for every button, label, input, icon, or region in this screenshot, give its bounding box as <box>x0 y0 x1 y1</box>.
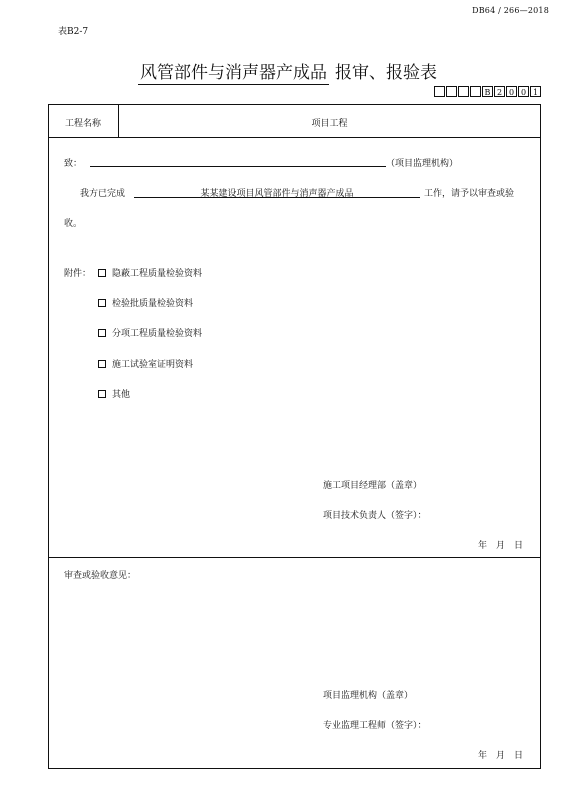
attachment-item <box>98 357 193 370</box>
completed-work-item: 某某建设项目风管部件与消声器产成品 <box>200 189 354 199</box>
addressee-line <box>90 166 386 167</box>
code-box: B <box>482 86 493 97</box>
code-box <box>446 86 457 97</box>
checkbox[interactable] <box>98 299 106 307</box>
completed-suffix: 工作，请予以审查或验 <box>424 189 515 199</box>
attachment-label: 检验批质量检验资料 <box>112 299 194 309</box>
code-box: 1 <box>530 86 541 97</box>
title-subject: 风管部件与消声器产成品 <box>140 63 327 83</box>
technical-lead-signature-label: 项目技术负责人（签字）： <box>323 511 427 521</box>
form-frame <box>48 104 541 769</box>
title-rest: 报审、报验表 <box>335 63 437 83</box>
completed-continuation: 收。 <box>64 219 83 229</box>
form-code-boxes <box>434 86 541 97</box>
section-divider <box>48 557 541 558</box>
completed-prefix: 我方已完成 <box>80 189 126 199</box>
form-number: 表B2-7 <box>58 27 89 37</box>
contractor-date: 年 月 日 <box>478 541 524 551</box>
attachment-item <box>98 266 202 279</box>
attachment-label: 其他 <box>112 390 131 400</box>
addressee-prefix: 致： <box>64 159 83 169</box>
completed-work-line <box>134 197 420 198</box>
project-name-label: 工程名称 <box>64 119 101 129</box>
attachment-item <box>98 387 130 400</box>
review-date: 年 月 日 <box>478 751 524 761</box>
code-box <box>434 86 445 97</box>
attachment-label: 隐蔽工程质量检验资料 <box>112 269 203 279</box>
attachment-item <box>98 296 193 309</box>
attachment-item <box>98 326 202 339</box>
contractor-seal-label: 施工项目经理部（盖章） <box>323 481 423 491</box>
code-box <box>470 86 481 97</box>
attachment-label: 分项工程质量检验资料 <box>112 329 203 339</box>
review-opinion-label: 审查或验收意见： <box>64 571 137 581</box>
attachments-label: 附件： <box>64 269 92 279</box>
form-title <box>0 58 575 83</box>
code-box: 0 <box>518 86 529 97</box>
supervision-seal-label: 项目监理机构（盖章） <box>323 691 414 701</box>
code-box: 2 <box>494 86 505 97</box>
code-box <box>458 86 469 97</box>
checkbox[interactable] <box>98 269 106 277</box>
addressee-suffix: （项目监理机构） <box>386 159 459 169</box>
checkbox[interactable] <box>98 329 106 337</box>
supervising-engineer-signature-label: 专业监理工程师（签字）： <box>323 721 427 731</box>
standard-code: DB64 / 266—2018 <box>472 6 549 15</box>
code-box: 0 <box>506 86 517 97</box>
attachment-label: 施工试验室证明资料 <box>112 360 194 370</box>
row-divider <box>48 137 541 138</box>
checkbox[interactable] <box>98 360 106 368</box>
project-name-value: 项目工程 <box>311 119 348 129</box>
checkbox[interactable] <box>98 390 106 398</box>
